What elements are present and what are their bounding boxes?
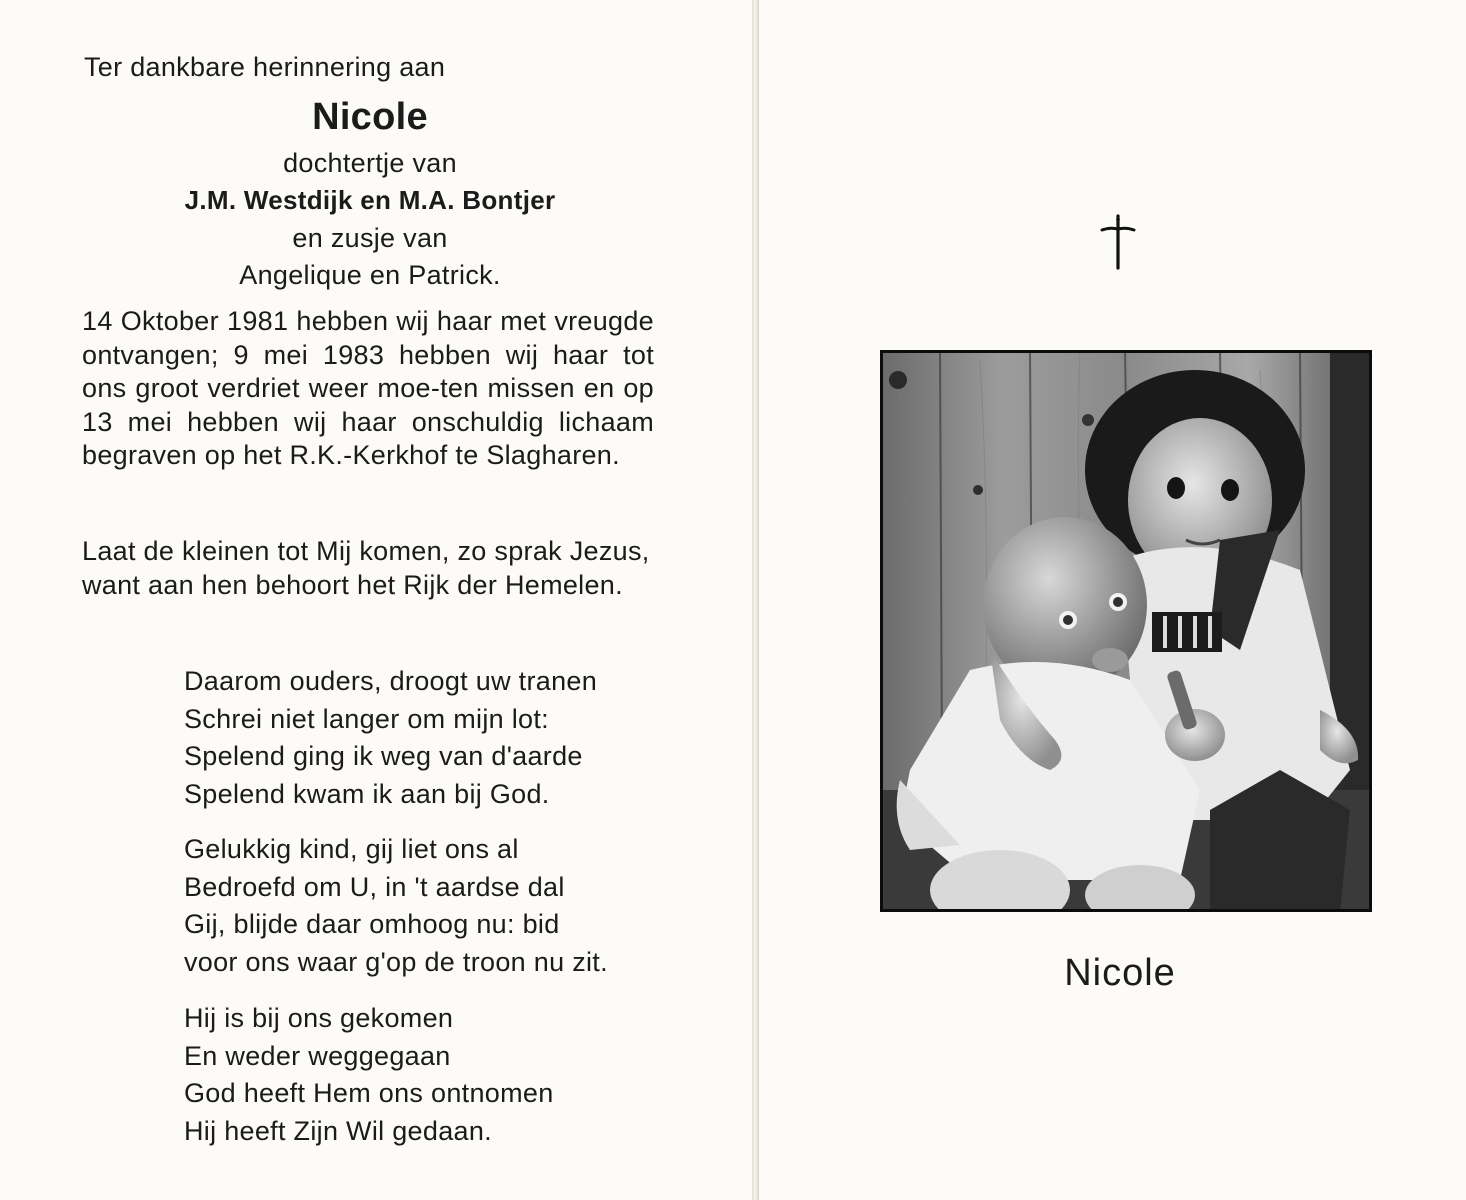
verse-line: Hij heeft Zijn Wil gedaan. xyxy=(184,1115,492,1146)
verse-line: God heeft Hem ons ontnomen xyxy=(184,1078,554,1108)
deceased-name: Nicole xyxy=(312,96,428,138)
verse-line: Daarom ouders, droogt uw tranen xyxy=(184,666,598,696)
cross-icon xyxy=(1098,214,1138,270)
verse-line: Gij, blijde daar omhoog nu: bid xyxy=(184,909,560,939)
verse-line: Spelend kwam ik aan bij God. xyxy=(184,778,550,809)
photo-caption: Nicole xyxy=(1064,952,1176,994)
intro-line: Ter dankbare herinnering aan xyxy=(84,52,446,82)
verse-line: Hij is bij ons gekomen xyxy=(184,1003,454,1033)
verse-line: En weder weggegaan xyxy=(184,1040,451,1071)
verse-line: Schrei niet langer om mijn lot: xyxy=(184,703,549,734)
poem-verse-3 xyxy=(184,1000,554,1150)
scripture-paragraph: Laat de kleinen tot Mij komen, zo sprak Jezus, want aan hen behoort het Rijk der Hemelen. xyxy=(82,536,650,600)
poem-verse-2 xyxy=(184,831,608,981)
parents-names: J.M. Westdijk en M.A. Bontjer xyxy=(184,185,556,215)
verse-line: Bedroefd om U, in 't aardse dal xyxy=(184,871,565,902)
daughter-of-line: dochtertje van xyxy=(283,148,457,178)
sister-of-line: en zusje van xyxy=(292,223,448,253)
photo-illustration xyxy=(880,350,1372,912)
poem-verse-1 xyxy=(184,663,597,813)
siblings-names: Angelique en Patrick. xyxy=(239,260,501,290)
verse-line: voor ons waar g'op de troon nu zit. xyxy=(184,946,608,977)
memorial-photo xyxy=(880,350,1372,912)
life-dates-paragraph: 14 Oktober 1981 hebben wij haar met vreugde ontvangen; 9 mei 1983 hebben wij haar tot ons groot verdriet weer moe-ten missen en op 13 mei hebben wij haar onschuldig lichaam begraven op het R.K.-Kerkhof te Slagharen. xyxy=(82,306,654,470)
verse-line: Spelend ging ik weg van d'aarde xyxy=(184,741,583,771)
verse-line: Gelukkig kind, gij liet ons al xyxy=(184,834,519,864)
